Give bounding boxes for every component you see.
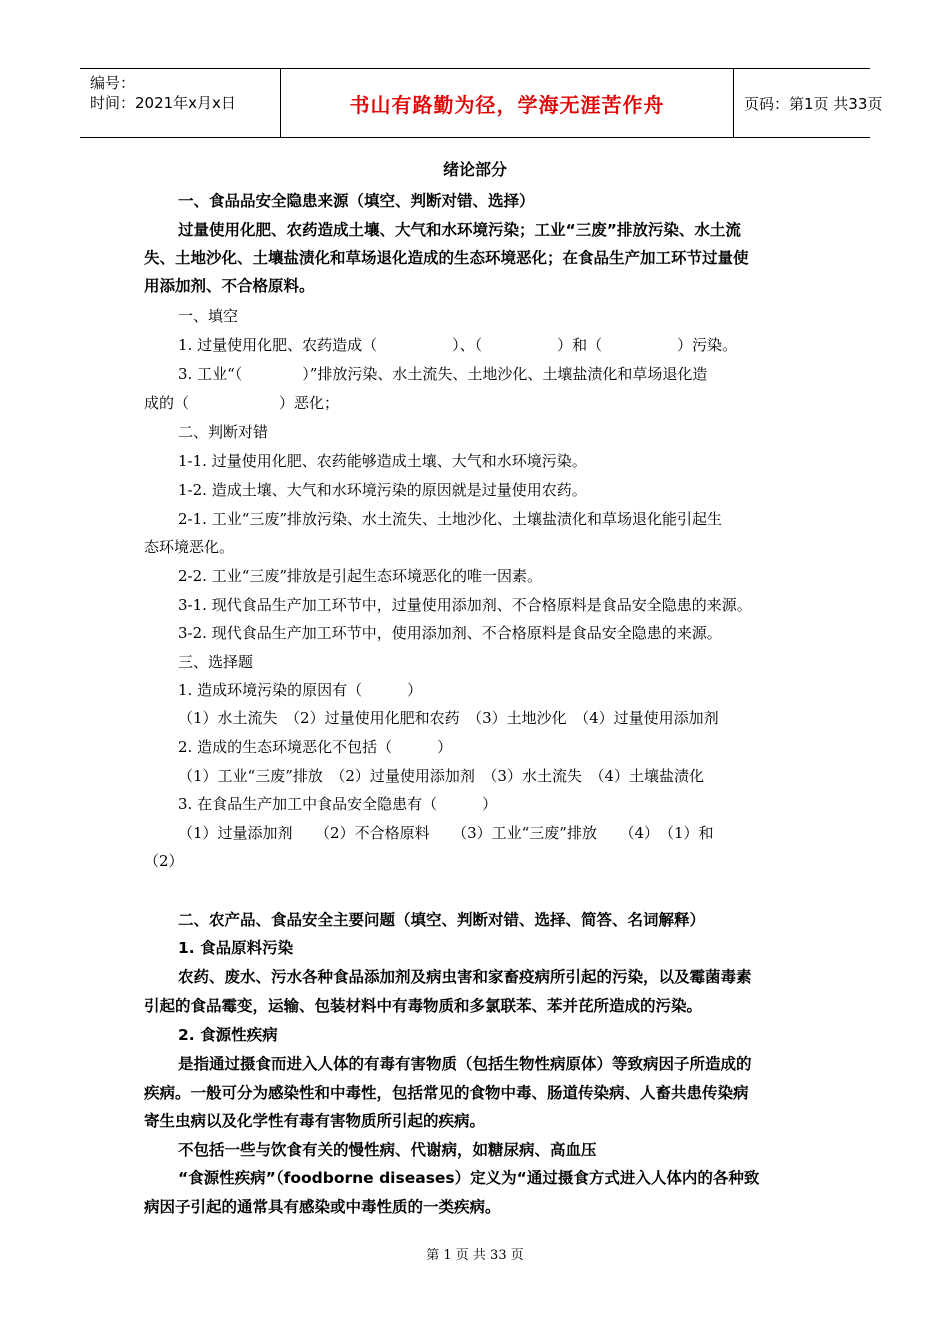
text-line: 3. 在食品生产加工中食品安全隐患有（ ） [178, 795, 498, 813]
text-line: 一、填空 [178, 307, 239, 325]
date-label: 时间：2021年x月x日 [90, 94, 236, 112]
text-line: 一、食品品安全隐患来源（填空、判断对错、选择） [178, 192, 535, 210]
text-line: 2-1. 工业“三废”排放污染、水土流失、土地沙化、土壤盐渍化和草场退化能引起生 [178, 510, 723, 528]
text-line: 失、土地沙化、土壤盐渍化和草场退化造成的生态环境恶化；在食品生产加工环节过量使 [144, 249, 749, 267]
text-line: 二、农产品、食品安全主要问题（填空、判断对错、选择、简答、名词解释） [178, 911, 706, 929]
text-line: 成的（ ）恶化； [144, 394, 340, 412]
text-line: 3-1. 现代食品生产加工环节中，过量使用添加剂、不合格原料是食品安全隐患的来源。 [178, 596, 752, 614]
text-line: 1. 食品原料污染 [178, 939, 294, 957]
text-line: 用添加剂、不合格原料。 [144, 277, 315, 295]
text-line: （1）过量添加剂 （2）不合格原料 （3）工业“三废”排放 （4） （1）和 [178, 824, 714, 842]
text-line: 1. 造成环境污染的原因有（ ） [178, 681, 423, 699]
text-line: 3. 工业“（ ）”排放污染、水土流失、土地沙化、土壤盐渍化和草场退化造 [178, 365, 708, 383]
text-line: 农药、废水、污水各种食品添加剂及病虫害和家畜疫病所引起的污染，以及霉菌毒素 [178, 968, 752, 986]
text-line: 过量使用化肥、农药造成土壤、大气和水环境污染；工业“三废”排放污染、水土流 [178, 221, 741, 239]
header-info-cell [80, 69, 281, 137]
text-line: （1）工业“三废”排放 （2）过量使用添加剂 （3）水土流失 （4）土壤盐渍化 [178, 767, 705, 785]
text-line: 2. 食源性疾病 [178, 1026, 278, 1044]
number-label: 编号： [90, 74, 136, 92]
page-footer: 第 1 页 共 33 页 [426, 1248, 524, 1263]
text-line: 态环境恶化。 [144, 538, 235, 556]
page-title: 绪论部分 [442, 160, 507, 179]
text-line: 引起的食品霉变，运输、包装材料中有毒物质和多氯联苯、苯并芘所造成的污染。 [144, 997, 703, 1015]
header-table [80, 68, 883, 138]
text-line: 3-2. 现代食品生产加工环节中，使用添加剂、不合格原料是食品安全隐患的来源。 [178, 624, 722, 642]
text-line: 是指通过摄食而进入人体的有毒有害物质（包括生物性病原体）等致病因子所造成的 [178, 1055, 752, 1073]
text-line: 1-1. 过量使用化肥、农药能够造成土壤、大气和水环境污染。 [178, 452, 587, 470]
text-line: 2-2. 工业“三废”排放是引起生态环境恶化的唯一因素。 [178, 567, 543, 585]
text-line: （1）水土流失 （2）过量使用化肥和农药 （3）土地沙化 （4）过量使用添加剂 [178, 709, 719, 727]
text-line: 1-2. 造成土壤、大气和水环境污染的原因就是过量使用农药。 [178, 481, 587, 499]
text-line: 1. 过量使用化肥、农药造成（ ）、（ ）和（ ）污染。 [178, 336, 738, 354]
text-line: “食源性疾病”（foodborne diseases）定义为“通过摄食方式进入人体内的各种致 [178, 1169, 760, 1187]
text-line: 三、选择题 [178, 653, 254, 671]
page-label: 页码：第1页 共33页 [744, 95, 883, 113]
header-motto-cell [281, 69, 734, 137]
text-line: 寄生虫病以及化学性有毒有害物质所引起的疾病。 [144, 1112, 486, 1130]
text-line: 2. 造成的生态环境恶化不包括（ ） [178, 738, 453, 756]
header-page-cell [734, 69, 883, 137]
text-line: 疾病。一般可分为感染性和中毒性，包括常见的食物中毒、肠道传染病、人畜共患传染病 [144, 1084, 749, 1102]
motto-text: 书山有路勤为径，学海无涯苦作舟 [349, 93, 665, 117]
text-line: （2） [144, 852, 184, 870]
text-line: 病因子引起的通常具有感染或中毒性质的一类疾病。 [144, 1198, 501, 1216]
text-line: 不包括一些与饮食有关的慢性病、代谢病，如糖尿病、高血压 [178, 1141, 597, 1159]
text-line: 二、判断对错 [178, 423, 269, 441]
